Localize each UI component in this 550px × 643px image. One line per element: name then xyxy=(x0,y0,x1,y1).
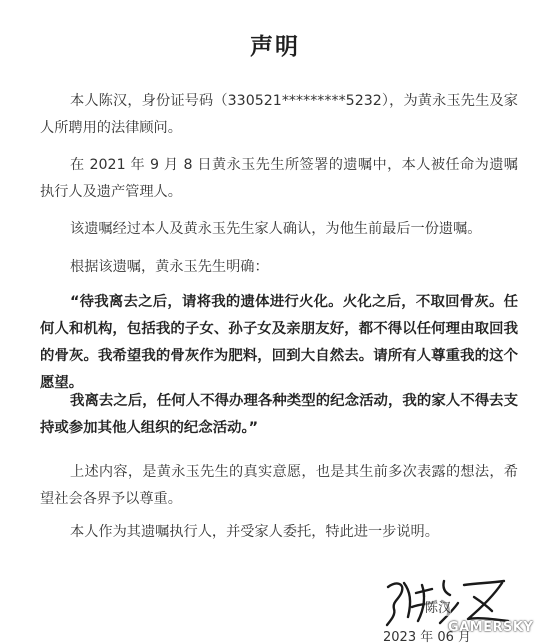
paragraph-will-quote-1: “待我离去之后，请将我的遗体进行火化。火化之后，不取回骨灰。任何人和机构，包括我的子女、孙子女及亲朋友好，都不得以任何理由取回我的骨灰。我希望我的骨灰作为肥料，回到大自然去。请所有人尊重我的这个愿望。 xyxy=(40,294,518,391)
paragraph-identity: 本人陈汉，身份证号码（330521*********5232），为黄永玉先生及家人所聘用的法律顾问。 xyxy=(40,93,518,136)
gamersky-watermark: GAMERSKY xyxy=(448,620,534,635)
paragraph-wish: 上述内容，是黄永玉先生的真实意愿，也是其生前多次表露的想法，希望社会各界予以尊重。 xyxy=(40,464,518,507)
signature-name: 陈汉 xyxy=(425,597,451,616)
paragraph-closing: 本人作为其遗嘱执行人，并受家人委托，特此进一步说明。 xyxy=(70,524,439,540)
document-title: 声明 xyxy=(250,34,300,60)
paragraph-confirmation: 该遗嘱经过本人及黄永玉先生家人确认，为他生前最后一份遗嘱。 xyxy=(70,221,482,237)
paragraph-will-quote-2: 我离去之后，任何人不得办理各种类型的纪念活动，我的家人不得去支持或参加其他人组织的纪念活动。” xyxy=(40,393,518,436)
document-date: 2023 年 06 月 xyxy=(383,630,472,643)
paragraph-appointment: 在 2021 年 9 月 8 日黄永玉先生所签署的遗嘱中，本人被任命为遗嘱执行人及遗产管理人。 xyxy=(40,157,518,200)
paragraph-according: 根据该遗嘱，黄永玉先生明确： xyxy=(70,259,269,275)
